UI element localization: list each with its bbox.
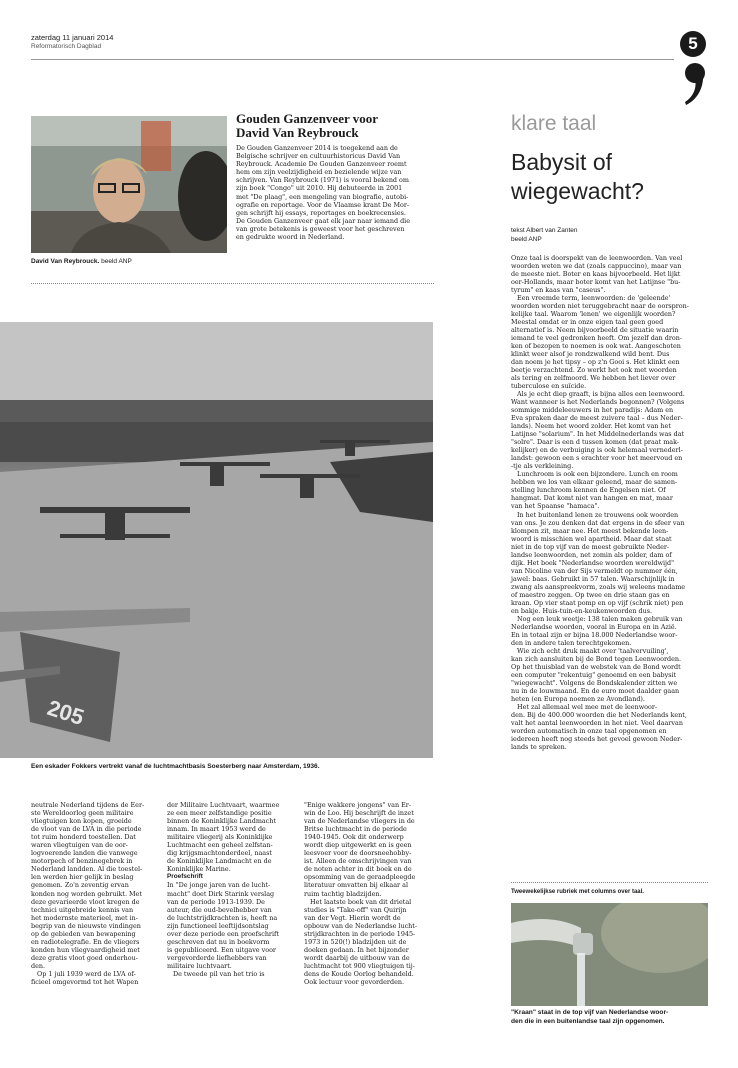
text-line: militaire luchtvaart. [167,961,232,970]
text-line: len werden hier gelijk in beslag [31,873,134,882]
text-line: technici uitgebreide kennis van [31,905,134,914]
text-line: neutrale Nederland tijdens de Eer- [31,801,145,809]
text-line: Reybrouck. Academie De Gouden Ganzenveer roemt [236,160,407,169]
text-line: gen schrijft hij essays, reportages en boekrecensies. [236,208,406,217]
text-line: Koninklijke Marine. [167,865,231,874]
text-line: kelijke taal. Waarom 'lenen' we eigenlijk woorden? [511,310,676,319]
text-line: Want wanneer is het Nederlands begonnen? (Volgens [511,398,685,407]
text-line: "Enige wakkere jongens" van Er- [304,801,411,809]
text-line: klinkt weer alsof je rondzwalkend wild bent. Dus [511,350,670,359]
text-line: dig krijgsmachtonderdeel, naast [167,849,272,858]
text-line: tot ruim honderd toestellen. Dat [31,833,136,842]
text-line: De Gouden Ganzenveer gaat elk jaar naar iemand die [236,216,410,225]
text-line: niet in de top vijf van de meest gebruikte Neder- [511,542,670,551]
text-line: iedereen heeft nog steeds het gevoel gewoon Neder- [511,734,683,743]
title-line: Babysit of [511,149,612,175]
text-line: heten (en Europa noemen ze Avondland). [511,694,645,703]
text-line: schrijven. Van Reybrouck (1971) is vooral bekend om [236,176,409,185]
title-line: wiegewacht? [511,178,644,204]
text-line: studies is "Take-off" van Quirijn [304,905,407,914]
text-line: kraan. Op vier staat pomp en op vijf (schrik niet) pen [511,598,684,607]
text-line: ruim tachtig bladzijden. [304,889,382,898]
byline-photo: beeld ANP [511,235,542,243]
text-line: In het buitenland lenen ze trouwens ook woorden [517,510,679,519]
column-kicker: klare taal [511,112,597,135]
text-line: zijn functioneel leeftijdsontslag [167,921,269,930]
text-line: beetje verzachtend. Zo werkt het ook met woorden [511,366,677,375]
page-number: 5 [680,31,706,57]
text-line: van der Vegt. Hierin wordt de [304,913,401,922]
text-line: hem om zijn veelzijdigheid en bezielende wijze van [236,168,402,177]
text-line: dan noem je het tipsy – op z'n Gooi s. Het klinkt een [511,358,680,367]
text-line: alternatief is. Neem bijvoorbeeld de situatie waarin [511,326,679,335]
text-line: als tering en zelfmoord. We hebben het liever over [511,374,676,383]
text-line: doeken gedaan. In het bijzonder [304,945,409,954]
text-line: de luchtstrijdkrachten is, heeft na [167,913,278,922]
text-line: innam. In maart 1953 werd de [167,825,266,834]
text-line: genomen. Zo'n zeventig ervan [31,881,129,890]
text-line: tyrum" en kaas van "caseus". [511,286,606,295]
airfield-illustration [0,322,433,758]
text-line: van Nicoline van der Sijs vermeldt op nummer één, [511,566,678,575]
text-line: konden nog worden gebruikt. Met [31,889,142,898]
text-line: woorden worden niet teruggebracht naar de oorspron- [511,302,689,311]
text-line: kan zich aansluiten bij de Bond tegen Leenwoorden. [511,654,682,663]
faucet-illustration [511,903,708,1006]
text-line: -tje als verkleining. [511,462,574,471]
text-line: ken of bezopen te noemen is ook wat. Aangeschoten [511,342,681,351]
text-line: opsomming van de geraadpleegde [304,873,416,882]
text-line: leesvoer voor de doorsneehobby- [304,849,412,858]
text-line: de Koninklijke Landmacht en de [167,857,272,866]
text-line: vergevorderde liefhebbers van [167,953,267,962]
text-line: tuberculose en suïcide. [511,382,587,391]
newspaper-name: Reformatorisch Dagblad [31,43,102,50]
header-rule [31,59,674,60]
text-line: hebben we los van elkaar geleend, maar de samen- [511,478,678,487]
text-line: luchtmacht tot 900 vliegtuigen tij- [304,961,415,970]
text-line: Het laatste boek van dit drietal [310,897,412,906]
text-line: Wie zich echt druk maakt over 'taalvervuiling', [517,646,669,655]
svg-text:205: 205 [44,694,88,731]
text-line: Als je echt diep graaft, is bijna alles een leenwoord. [517,390,685,399]
text-line: den. [31,961,46,970]
text-line: jawel: baas. Gebruikt in 57 talen. Waarschijnlijk in [511,574,675,583]
text-line: van de periode 1913-1939. De [167,897,265,906]
text-line: konden hun vliegvaardigheid met [31,945,140,954]
text-line: klompen zit, maar nee. Het meest bekende leen- [511,526,669,535]
text-line: vliegtuigen kon kopen, groeide [31,817,132,826]
text-line: op de gebieden van bewapening [31,929,136,938]
text-line: ist. Alleen de omschrijvingen van [304,857,412,866]
text-line: Luchtmacht een geheel zelfstan- [167,841,273,850]
text-line: Het zal allemaal wel mee met de leenwoor- [517,702,658,711]
text-line: lands te spreken. [511,742,567,751]
caption-line: den die in een buitenlandse taal zijn opgenomen. [511,1017,665,1025]
text-line: Eva spraken daar de meest zuivere taal – dus Neder- [511,414,683,423]
text-line: van ons. Je zou denken dat dat ergens in de sfeer van [511,518,685,527]
text-line: hangmat. Dat komt niet van hangen en mat, maar [511,494,673,503]
text-line: 1940-1945. Ook dit onderwerp [304,833,404,842]
text-line: of maestro zeggen. Op twee en drie staan gas en [511,590,670,599]
text-line: ste Wereldoorlog geen militaire [31,809,134,818]
text-line: dens de Koude Oorlog behandeld. [304,969,414,978]
text-line: nu in de louwmaand. En de euro moet daalder gaan [511,686,680,695]
text-line: zwang als aanspreekvorm, zoals wij weleens madame [511,582,686,591]
caption-line: "Kraan" staat in de top vijf van Nederlandse woor- [511,1009,669,1016]
portrait-illustration [31,116,227,253]
faucet-photo [511,903,708,1006]
edition-date: zaterdag 11 januari 2014 [31,33,114,42]
text-line: en bakje. Huis-tuin-en-keukenwoorden dus. [511,606,653,615]
text-line: is gepubliceerd. Een uitgave voor [167,945,276,954]
text-line: Op 1 juli 1939 werd de LVA of- [37,969,136,978]
text-line: 1973 in 520(!) bladzijden uit de [304,937,407,946]
text-line: van de Nederlandse vliegers in de [304,817,415,826]
text-line: "solre". Daar is een d tussen komen (dat praat mak- [511,438,679,447]
text-line: dijk. Het boek "Nederlandse woorden wereldwijd" [511,558,675,567]
david-van-reybrouck-photo [31,116,227,253]
text-line: van grote betekenis is geweest voor het geschreven [236,224,405,233]
text-line: landst: gewoon een s erachter voor het meervoud en [511,454,683,463]
text-line: Ook lectuur voor gevorderden. [304,978,405,987]
text-line: ficieel omgevormd tot het Wapen [31,978,139,987]
main-photo-caption: Een eskader Fokkers vertrekt vanaf de luchtmachtbasis Soesterberg naar Amsterdam, 1936. [31,763,320,770]
text-line: En in totaal zijn er bijna 18.000 Nederlandse woor- [511,630,678,639]
text-line: Nog een leuk weetje: 138 talen maken gebruik van [517,614,683,623]
text-line: De tweede pil van het trio is [173,969,265,978]
rubric-note: Tweewekelijkse rubriek met columns over taal. [511,889,644,895]
article-column-1 [31,801,157,986]
headline-line: Gouden Ganzenveer voor [236,111,379,126]
text-line: over deze periode een proefschrift [167,929,279,938]
text-line: woord is misschien wel apartheid. Maar dat staat [511,534,672,543]
column-body [511,254,708,751]
text-line: deze gratis vloot goed onderhou- [31,953,138,962]
text-line: de noten achter in dit boek en de [304,865,412,874]
text-line: het modernste materieel, met in- [31,913,138,922]
text-line: en gedrukte woord in Nederland. [236,233,345,242]
text-line: iemand te veel gedronken heeft. Om jezelf dan dron- [511,334,683,343]
section-divider [31,283,434,284]
text-line: de vloot van de LVA in die periode [31,825,142,834]
article-column-3 [304,801,432,986]
text-line: oer-Hollands, maar boter komt van het Latijnse "bu- [511,278,681,287]
text-line: macht" doet Dirk Starink verslag [167,889,275,898]
text-line: auteur, die oud-bevelhebber van [167,905,272,914]
photo-caption [31,258,132,265]
text-line: militaire vliegerij als Koninklijke [167,833,273,842]
text-line: den. Bij de 400.000 woorden die het Nederlands kent, [511,710,687,719]
byline-author: tekst Albert van Zanten [511,227,578,234]
byline [511,227,577,244]
text-line: ze een meer zelfstandige positie [167,809,272,818]
text-line: Nederland landden. Al die toestel- [31,865,143,874]
column-divider [511,882,708,883]
text-line: de meeste niet. Boter en kaas bijvoorbeeld. Het lijkt [511,270,681,279]
text-line: Op het thuisblad van de webstek van de Bond wordt [511,662,681,671]
text-line: zijn boek "Congo" uit 2010. Hij debuteerde in 2001 [236,184,403,193]
text-line: lands). Neem het woord zolder. Het komt van het [511,422,671,431]
text-line: worden automatisch in onze taal opgenomen en [511,726,667,735]
text-line: begrip van de nieuwste vindingen [31,921,141,930]
headline-line: David Van Reybrouck [236,125,359,140]
article-headline [236,112,436,140]
subheading: Proefschrift [167,873,203,881]
text-line: In "De jonge jaren van de lucht- [167,881,271,890]
text-line: landse leenwoorden, net zomin als polder, dam of [511,550,672,559]
text-line: geschreven dat nu in boekvorm [167,937,270,946]
text-line: kelijker) en de verbuiging is ook helemaal vernederl- [511,446,683,455]
text-line: logvoerende landen die vanwege [31,849,138,858]
text-line: waren vliegtuigen van de oor- [31,841,128,850]
text-line: Belgische schrijver en cultuurhistoricus David Van [236,152,401,161]
comma-logo-icon [683,62,705,106]
text-line: een computer "rekentuig" genoemd en een babysit [511,670,677,679]
text-line: Meestal omdat er in onze eigen taal geen goed [511,318,664,327]
text-line: Latijnse "solarium". In het Middelnederlands was dat [511,430,685,439]
text-line: Nederlandse woorden, vooral in Europa en in Azië. [511,622,677,631]
text-line: stelling lunchroom kennen de Engelsen niet. Of [511,486,666,495]
column-title [511,148,711,206]
text-line: met "De plaag", een mengeling van biografie, autobi- [236,192,409,201]
text-line: strijdkrachten in de periode 1945- [304,929,416,938]
text-line: Lunchroom is ook een bijzondere. Lunch en room [517,470,678,479]
caption-credit: beeld ANP [101,258,132,265]
fokker-squadron-photo [0,322,433,758]
text-line: deze gevarieerde vloot kregen de [31,897,140,906]
text-line: De Gouden Ganzenveer 2014 is toegekend aan de [236,144,398,152]
text-line: der Militaire Luchtvaart, waarmee [167,801,280,809]
text-line: den in andere talen terechtgekomen. [511,638,632,647]
text-line: valt het aantal leenwoorden in het niet. Veel daarvan [511,718,683,727]
text-line: wordt daarbij de uitbouw van de [304,953,410,962]
article-column-2 [167,801,293,978]
article-body [236,144,432,241]
text-line: sommige middeleeuwers in het paradijs: Adam en [511,406,674,415]
text-line: Een vreemde term, leenwoorden: de 'geleende' [517,294,671,303]
text-line: Onze taal is doorspekt van de leenwoorden. Van veel [511,254,683,262]
text-line: literatuur omvatten bij elkaar al [304,881,408,890]
text-line: woorden weten we dat (zoals cappuccino), maar van [511,262,682,271]
text-line: en radiotelegrafie. En de vliegers [31,937,140,946]
text-line: "wiegewacht". Volgens de Bondskalender zitten we [511,678,678,687]
text-line: wordt diep uitgewerkt en is geen [304,841,412,850]
text-line: binnen de Koninklijke Landmacht [167,817,276,826]
text-line: Britse luchtmacht in de periode [304,825,407,834]
faucet-photo-caption [511,1009,711,1026]
text-line: opbouw van de Nederlandse lucht- [304,921,418,930]
text-line: van het Spaanse "hamaca". [511,502,600,511]
text-line: win de Loo. Hij beschrijft de inzet [304,809,414,818]
text-line: ografie en reportage. Voor de Vlaamse krant De Mor- [236,200,410,209]
caption-name: David Van Reybrouck. [31,258,100,265]
text-line: motorpech of benzinegebrek in [31,857,133,866]
